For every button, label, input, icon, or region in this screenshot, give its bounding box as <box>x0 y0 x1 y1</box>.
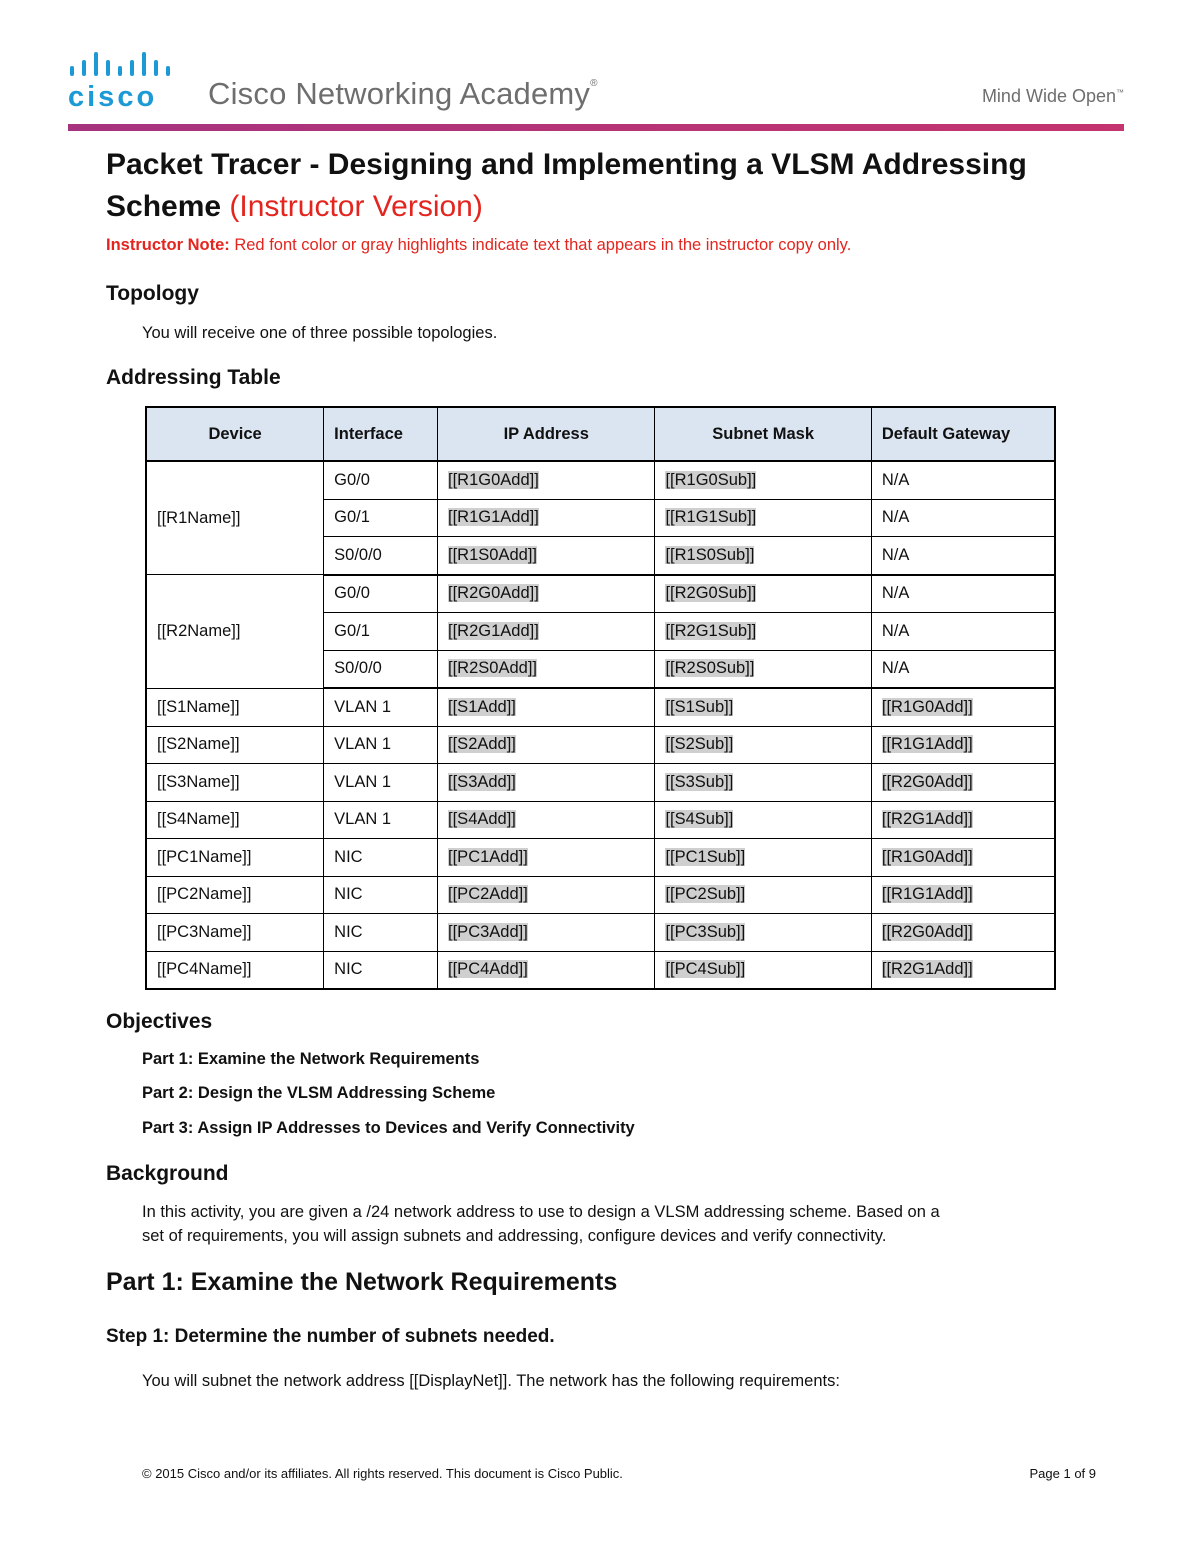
interface-cell: G0/1 <box>324 613 438 651</box>
highlighted-value: [[R1G0Sub]] <box>665 470 757 489</box>
table-row <box>146 914 1055 952</box>
device-cell: [[S3Name]] <box>146 764 324 802</box>
highlighted-value: [[PC1Sub]] <box>665 847 746 866</box>
highlighted-value: [[R2S0Sub]] <box>665 659 755 678</box>
highlighted-value: [[R2G1Add]] <box>881 810 973 829</box>
subnet-mask-cell <box>655 726 871 764</box>
highlighted-value: [[PC4Add]] <box>448 960 528 979</box>
highlighted-value: [[S2Add]] <box>448 735 516 754</box>
interface-cell: NIC <box>324 876 438 914</box>
table-row <box>146 461 1055 499</box>
highlighted-value: [[R1G1Add]] <box>448 508 539 527</box>
addressing-heading: Addressing Table <box>106 366 281 389</box>
highlighted-value: [[R2G1Add]] <box>881 960 973 979</box>
highlighted-value: [[S4Add]] <box>448 810 516 829</box>
subnet-mask-cell <box>655 951 871 989</box>
background-text-line1: In this activity, you are given a /24 network address to use to design a VLSM addressing scheme. Based on a <box>142 1203 940 1221</box>
highlighted-value: [[R2G0Add]] <box>881 772 973 791</box>
academy-title: Cisco Networking Academy® <box>208 76 598 111</box>
highlighted-value: [[R2G1Add]] <box>448 621 539 640</box>
gateway-cell <box>871 914 1055 952</box>
instructor-note <box>106 236 851 255</box>
table-header-row <box>146 407 1055 461</box>
highlighted-value: [[R2G1Sub]] <box>665 621 757 640</box>
gateway-cell <box>871 839 1055 877</box>
device-cell: [[S1Name]] <box>146 688 324 726</box>
subnet-mask-cell <box>655 876 871 914</box>
footer-copyright: © 2015 Cisco and/or its affiliates. All rights reserved. This document is Cisco Public. <box>142 1466 623 1481</box>
page-header <box>68 40 1124 130</box>
gateway-cell <box>871 688 1055 726</box>
subnet-mask-cell <box>655 613 871 651</box>
interface-cell: G0/0 <box>324 575 438 613</box>
device-cell: [[PC4Name]] <box>146 951 324 989</box>
highlighted-value: [[R2G0Add]] <box>448 584 539 603</box>
ip-address-cell <box>438 914 655 952</box>
device-cell: [[R1Name]] <box>146 461 324 575</box>
objective-item: Part 1: Examine the Network Requirements <box>142 1050 480 1068</box>
subnet-mask-cell <box>655 764 871 802</box>
subnet-mask-cell <box>655 499 871 537</box>
col-header-device: Device <box>146 407 324 461</box>
interface-cell: G0/0 <box>324 461 438 499</box>
device-cell: [[R2Name]] <box>146 575 324 689</box>
interface-cell: NIC <box>324 839 438 877</box>
highlighted-value: [[S3Add]] <box>448 772 516 791</box>
subnet-mask-cell <box>655 688 871 726</box>
ip-address-cell <box>438 801 655 839</box>
subnet-mask-cell <box>655 914 871 952</box>
device-cell: [[S4Name]] <box>146 801 324 839</box>
footer-page-number: Page 1 of 9 <box>1029 1466 1096 1481</box>
highlighted-value: [[S1Add]] <box>448 697 516 716</box>
device-cell: [[PC3Name]] <box>146 914 324 952</box>
gateway-cell: N/A <box>871 537 1055 575</box>
highlighted-value: [[R2S0Add]] <box>448 659 537 678</box>
gateway-cell: N/A <box>871 613 1055 651</box>
background-heading: Background <box>106 1162 229 1185</box>
ip-address-cell <box>438 688 655 726</box>
ip-address-cell <box>438 951 655 989</box>
subnet-mask-cell <box>655 801 871 839</box>
highlighted-value: [[R1G0Add]] <box>448 470 539 489</box>
interface-cell: VLAN 1 <box>324 764 438 802</box>
ip-address-cell <box>438 461 655 499</box>
highlighted-value: [[R2G0Sub]] <box>665 584 757 603</box>
gateway-cell <box>871 876 1055 914</box>
highlighted-value: [[R2G0Add]] <box>881 922 973 941</box>
gateway-cell: N/A <box>871 650 1055 688</box>
interface-cell: G0/1 <box>324 499 438 537</box>
instructor-note-text: Red font color or gray highlights indicate text that appears in the instructor copy only. <box>234 236 852 254</box>
highlighted-value: [[R1G0Add]] <box>881 847 973 866</box>
ip-address-cell <box>438 575 655 613</box>
interface-cell: S0/0/0 <box>324 537 438 575</box>
interface-cell: S0/0/0 <box>324 650 438 688</box>
part1-text: You will subnet the network address [[DisplayNet]]. The network has the following requirements: <box>142 1372 840 1390</box>
highlighted-value: [[S3Sub]] <box>665 772 734 791</box>
ip-address-cell <box>438 499 655 537</box>
interface-cell: NIC <box>324 914 438 952</box>
subnet-mask-cell <box>655 575 871 613</box>
highlighted-value: [[PC2Sub]] <box>665 885 746 904</box>
instructor-note-label: Instructor Note: <box>106 236 230 254</box>
ip-address-cell <box>438 839 655 877</box>
col-header-ip: IP Address <box>438 407 655 461</box>
highlighted-value: [[PC2Add]] <box>448 885 528 904</box>
highlighted-value: [[S4Sub]] <box>665 810 734 829</box>
highlighted-value: [[S2Sub]] <box>665 735 734 754</box>
interface-cell: VLAN 1 <box>324 726 438 764</box>
interface-cell: NIC <box>324 951 438 989</box>
col-header-gateway: Default Gateway <box>871 407 1055 461</box>
part1-heading: Part 1: Examine the Network Requirements <box>106 1268 618 1296</box>
table-row <box>146 726 1055 764</box>
addressing-table <box>145 406 1056 990</box>
table-row <box>146 575 1055 613</box>
ip-address-cell <box>438 764 655 802</box>
table-row <box>146 688 1055 726</box>
header-rule <box>68 124 1124 131</box>
highlighted-value: [[PC1Add]] <box>448 847 528 866</box>
table-row <box>146 951 1055 989</box>
gateway-cell: N/A <box>871 499 1055 537</box>
gateway-cell: N/A <box>871 461 1055 499</box>
interface-cell: VLAN 1 <box>324 801 438 839</box>
cisco-logo-icon <box>68 48 198 108</box>
table-row <box>146 839 1055 877</box>
highlighted-value: [[R1G1Sub]] <box>665 508 757 527</box>
highlighted-value: [[R1G1Add]] <box>881 885 973 904</box>
highlighted-value: [[PC3Sub]] <box>665 922 746 941</box>
gateway-cell <box>871 951 1055 989</box>
highlighted-value: [[R1G0Add]] <box>881 697 973 716</box>
device-cell: [[PC2Name]] <box>146 876 324 914</box>
highlighted-value: [[R1S0Sub]] <box>665 545 755 564</box>
objectives-heading: Objectives <box>106 1010 213 1033</box>
device-cell: [[S2Name]] <box>146 726 324 764</box>
gateway-cell <box>871 764 1055 802</box>
subnet-mask-cell <box>655 461 871 499</box>
background-text-line2: set of requirements, you will assign subnets and addressing, configure devices and verify connectivity. <box>142 1227 887 1245</box>
table-body <box>146 461 1055 989</box>
highlighted-value: [[PC3Add]] <box>448 922 528 941</box>
highlighted-value: [[R1S0Add]] <box>448 545 537 564</box>
gateway-cell <box>871 801 1055 839</box>
objective-item: Part 2: Design the VLSM Addressing Scheme <box>142 1084 496 1102</box>
table-row <box>146 801 1055 839</box>
page-title: Packet Tracer - Designing and Implementing a VLSM Addressing Scheme (Instructor Version) <box>106 148 1027 223</box>
gateway-cell: N/A <box>871 575 1055 613</box>
interface-cell: VLAN 1 <box>324 688 438 726</box>
table-row <box>146 876 1055 914</box>
subnet-mask-cell <box>655 839 871 877</box>
subnet-mask-cell <box>655 650 871 688</box>
col-header-interface: Interface <box>324 407 438 461</box>
tagline: Mind Wide Open™ <box>981 86 1124 106</box>
ip-address-cell <box>438 537 655 575</box>
topology-text: You will receive one of three possible topologies. <box>142 324 498 342</box>
subnet-mask-cell <box>655 537 871 575</box>
highlighted-value: [[R1G1Add]] <box>881 735 973 754</box>
highlighted-value: [[S1Sub]] <box>665 697 734 716</box>
logo-wordmark: cisco <box>68 81 158 108</box>
ip-address-cell <box>438 726 655 764</box>
ip-address-cell <box>438 613 655 651</box>
objective-item: Part 3: Assign IP Addresses to Devices and Verify Connectivity <box>142 1119 635 1137</box>
instructor-version-label: (Instructor Version) <box>229 190 483 223</box>
ip-address-cell <box>438 650 655 688</box>
device-cell: [[PC1Name]] <box>146 839 324 877</box>
ip-address-cell <box>438 876 655 914</box>
topology-heading: Topology <box>106 282 199 305</box>
highlighted-value: [[PC4Sub]] <box>665 960 746 979</box>
step1-heading: Step 1: Determine the number of subnets needed. <box>106 1326 555 1347</box>
gateway-cell <box>871 726 1055 764</box>
col-header-mask: Subnet Mask <box>655 407 871 461</box>
table-row <box>146 764 1055 802</box>
